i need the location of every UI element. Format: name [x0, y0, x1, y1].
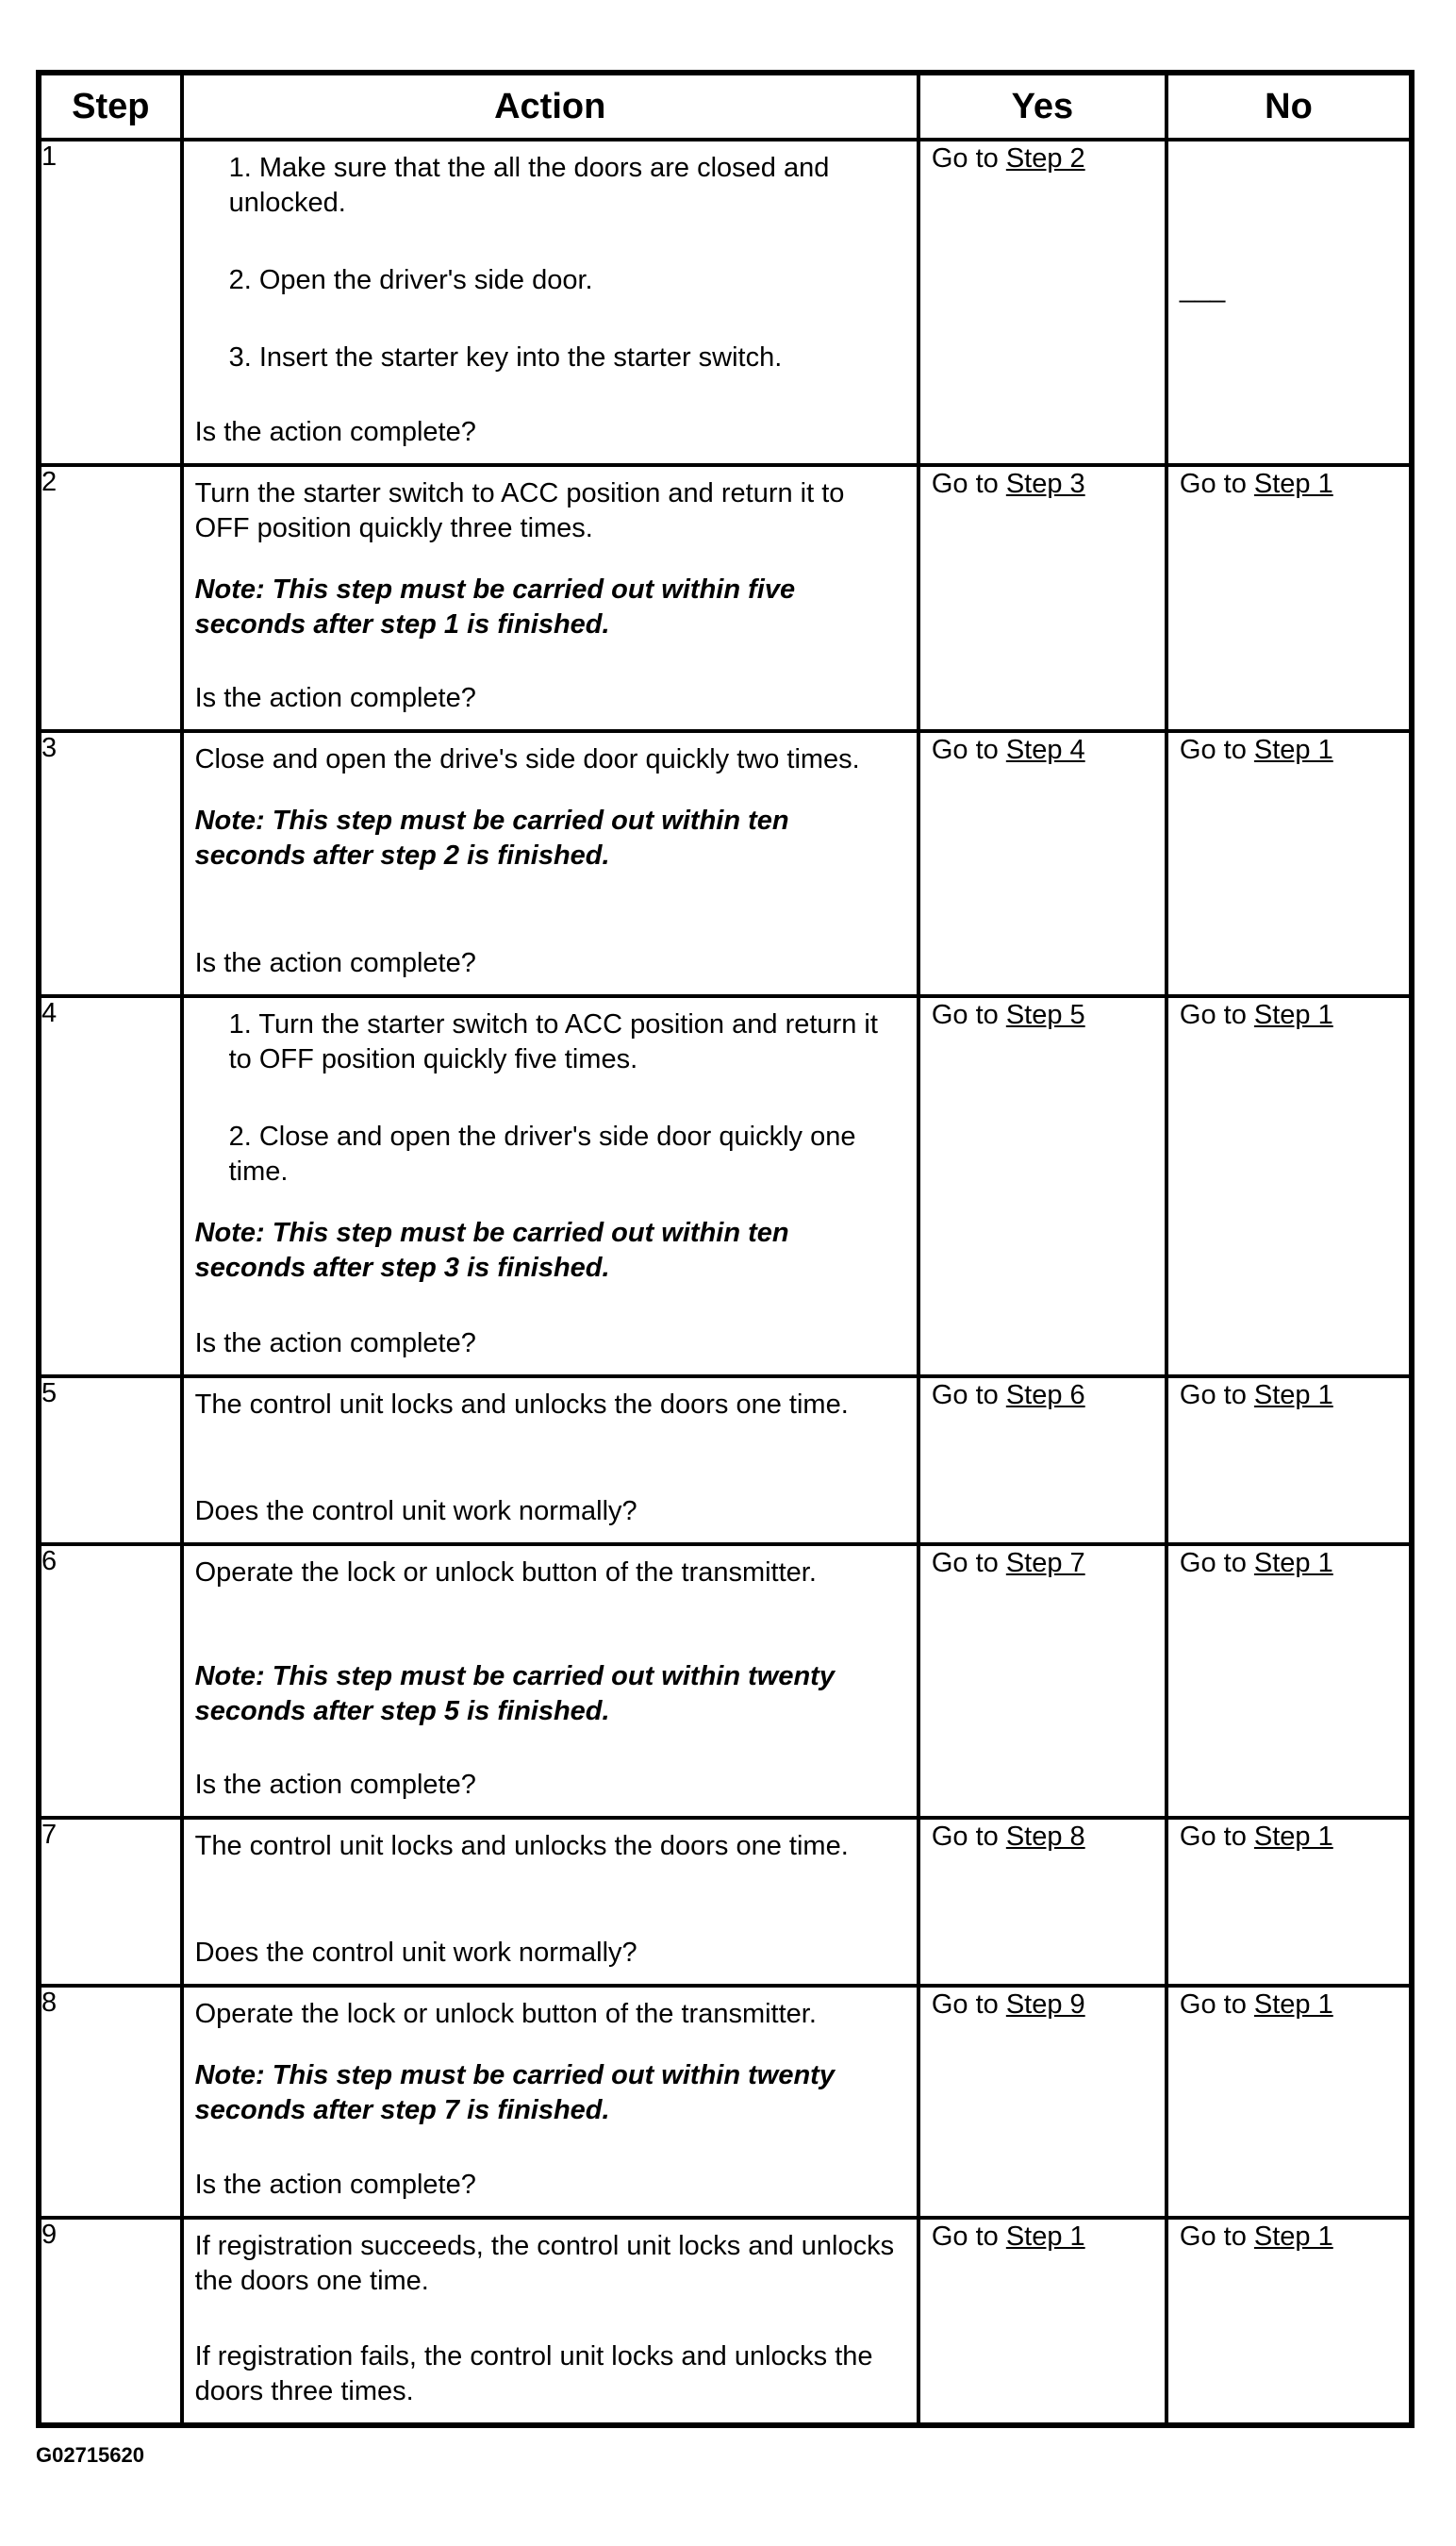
action-note: Note: This step must be carried out within ten seconds after step 3 is finished.	[194, 1217, 789, 1283]
yes-goto	[920, 2220, 1165, 2260]
no-goto	[1168, 467, 1409, 508]
diagnostic-steps-table	[36, 70, 1415, 2428]
action-note: Note: This step must be carried out within twenty seconds after step 7 is finished.	[194, 2060, 835, 2125]
yes-cell	[918, 2218, 1166, 2426]
step-number: 2	[39, 465, 182, 732]
action-item: 2. Open the driver's side door.	[228, 265, 593, 295]
action-cell	[182, 996, 918, 1376]
goto-prefix: Go to	[931, 1379, 999, 1410]
goto-prefix: Go to	[931, 1821, 999, 1852]
yes-step-link[interactable]: Step 7	[1005, 1548, 1085, 1579]
action-cell	[182, 1544, 918, 1818]
step-number: 4	[39, 996, 182, 1376]
action-text: Close and open the drive's side door quickly two times.	[194, 744, 860, 775]
action-text: If registration fails, the control unit locks and unlocks the doors three times.	[194, 2341, 873, 2406]
action-cell	[182, 1818, 918, 1986]
action-item: 1. Make sure that the all the doors are closed and unlocked.	[228, 153, 830, 218]
goto-prefix: Go to	[931, 1989, 999, 2020]
action-question: Is the action complete?	[194, 947, 476, 978]
no-goto	[1168, 1988, 1409, 2028]
action-question: Is the action complete?	[194, 2169, 476, 2200]
table-row	[39, 465, 1412, 732]
no-goto	[1168, 1378, 1409, 1419]
action-question: Is the action complete?	[194, 416, 476, 447]
yes-step-link[interactable]: Step 9	[1005, 1989, 1085, 2020]
table-row	[39, 1544, 1412, 1818]
no-cell	[1166, 1818, 1412, 1986]
table-row	[39, 731, 1412, 996]
no-goto	[1168, 733, 1409, 774]
table-row	[39, 996, 1412, 1376]
action-cell	[182, 1986, 918, 2218]
yes-cell	[918, 731, 1166, 996]
action-item: 1. Turn the starter switch to ACC position and return it to OFF position quickly five times.	[228, 1008, 878, 1074]
no-goto	[1168, 1546, 1409, 1587]
goto-prefix: Go to	[931, 468, 999, 499]
header-no: No	[1166, 73, 1412, 140]
no-goto	[1168, 2220, 1409, 2260]
yes-cell	[918, 996, 1166, 1376]
step-number: 6	[39, 1544, 182, 1818]
yes-step-link[interactable]: Step 3	[1005, 468, 1085, 499]
step-number: 1	[39, 140, 182, 465]
yes-goto	[920, 467, 1165, 508]
action-question: Is the action complete?	[194, 1327, 476, 1358]
header-yes: Yes	[918, 73, 1166, 140]
goto-prefix: Go to	[1179, 1821, 1247, 1852]
yes-goto	[920, 1378, 1165, 1419]
step-number: 5	[39, 1376, 182, 1544]
step-number: 8	[39, 1986, 182, 2218]
no-step-link[interactable]: Step 1	[1253, 1548, 1333, 1579]
action-text: The control unit locks and unlocks the doors one time.	[194, 1830, 849, 1861]
action-item: 2. Close and open the driver's side door quickly one time.	[228, 1121, 856, 1187]
table-row	[39, 1818, 1412, 1986]
no-cell	[1166, 1986, 1412, 2218]
no-step-link[interactable]: Step 1	[1253, 735, 1333, 766]
action-text: Turn the starter switch to ACC position and return it to OFF position quickly three times.	[194, 477, 845, 543]
goto-prefix: Go to	[1179, 999, 1247, 1030]
yes-step-link[interactable]: Step 5	[1005, 999, 1085, 1030]
no-cell	[1166, 140, 1412, 465]
action-text: Operate the lock or unlock button of the transmitter.	[194, 1999, 817, 2029]
goto-prefix: Go to	[931, 2221, 999, 2252]
yes-step-link[interactable]: Step 2	[1005, 143, 1085, 174]
table-row	[39, 2218, 1412, 2426]
no-cell	[1166, 1544, 1412, 1818]
action-question: Is the action complete?	[194, 683, 476, 714]
yes-cell	[918, 1376, 1166, 1544]
yes-step-link[interactable]: Step 1	[1005, 2221, 1085, 2252]
yes-goto	[920, 998, 1165, 1039]
goto-prefix: Go to	[931, 1548, 999, 1579]
no-goto	[1168, 1820, 1409, 1860]
goto-prefix: Go to	[931, 735, 999, 766]
yes-cell	[918, 1544, 1166, 1818]
no-step-link[interactable]: Step 1	[1253, 1989, 1333, 2020]
header-step: Step	[39, 73, 182, 140]
no-step-link[interactable]: Step 1	[1253, 468, 1333, 499]
action-note: Note: This step must be carried out within ten seconds after step 2 is finished.	[194, 806, 789, 872]
yes-goto	[920, 1546, 1165, 1587]
header-row	[39, 73, 1412, 140]
action-cell	[182, 1376, 918, 1544]
yes-cell	[918, 1986, 1166, 2218]
action-text: Operate the lock or unlock button of the transmitter.	[194, 1557, 817, 1589]
no-step-link[interactable]: Step 1	[1253, 2221, 1333, 2252]
no-cell	[1166, 465, 1412, 732]
action-question: Does the control unit work normally?	[194, 1496, 637, 1527]
figure-id: G02715620	[36, 2443, 144, 2467]
header-action: Action	[182, 73, 918, 140]
yes-step-link[interactable]: Step 8	[1005, 1821, 1085, 1852]
yes-cell	[918, 140, 1166, 465]
step-number: 3	[39, 731, 182, 996]
no-step-link[interactable]: Step 1	[1253, 999, 1333, 1030]
action-note: Note: This step must be carried out within twenty seconds after step 5 is finished.	[194, 1661, 835, 1727]
yes-goto	[920, 1820, 1165, 1860]
no-dash: ___	[1179, 274, 1226, 305]
action-note: Note: This step must be carried out within five seconds after step 1 is finished.	[194, 574, 796, 640]
goto-prefix: Go to	[1179, 735, 1247, 766]
action-text: If registration succeeds, the control unit locks and unlocks the doors one time.	[194, 2230, 895, 2296]
action-cell	[182, 140, 918, 465]
goto-prefix: Go to	[931, 143, 999, 174]
action-question: Does the control unit work normally?	[194, 1938, 637, 1968]
no-cell	[1166, 2218, 1412, 2426]
no-cell	[1166, 731, 1412, 996]
goto-prefix: Go to	[1179, 1989, 1247, 2020]
table-row	[39, 1376, 1412, 1544]
action-text: The control unit locks and unlocks the doors one time.	[194, 1389, 849, 1420]
action-cell	[182, 731, 918, 996]
table-row	[39, 140, 1412, 465]
table-row	[39, 1986, 1412, 2218]
yes-cell	[918, 465, 1166, 732]
no-cell	[1166, 996, 1412, 1376]
action-question: Is the action complete?	[194, 1769, 476, 1800]
action-cell	[182, 2218, 918, 2426]
yes-goto	[920, 1988, 1165, 2028]
goto-prefix: Go to	[1179, 2221, 1247, 2252]
goto-prefix: Go to	[1179, 468, 1247, 499]
yes-step-link[interactable]: Step 6	[1005, 1379, 1085, 1410]
action-cell	[182, 465, 918, 732]
step-number: 9	[39, 2218, 182, 2426]
no-cell	[1166, 1376, 1412, 1544]
yes-goto	[920, 141, 1165, 182]
no-goto	[1168, 998, 1409, 1039]
no-step-link[interactable]: Step 1	[1253, 1379, 1333, 1410]
goto-prefix: Go to	[931, 999, 999, 1030]
yes-goto	[920, 733, 1165, 774]
goto-prefix: Go to	[1179, 1379, 1247, 1410]
yes-step-link[interactable]: Step 4	[1005, 735, 1085, 766]
no-step-link[interactable]: Step 1	[1253, 1821, 1333, 1852]
action-item: 3. Insert the starter key into the starter switch.	[228, 342, 783, 373]
step-number: 7	[39, 1818, 182, 1986]
yes-cell	[918, 1818, 1166, 1986]
goto-prefix: Go to	[1179, 1548, 1247, 1579]
